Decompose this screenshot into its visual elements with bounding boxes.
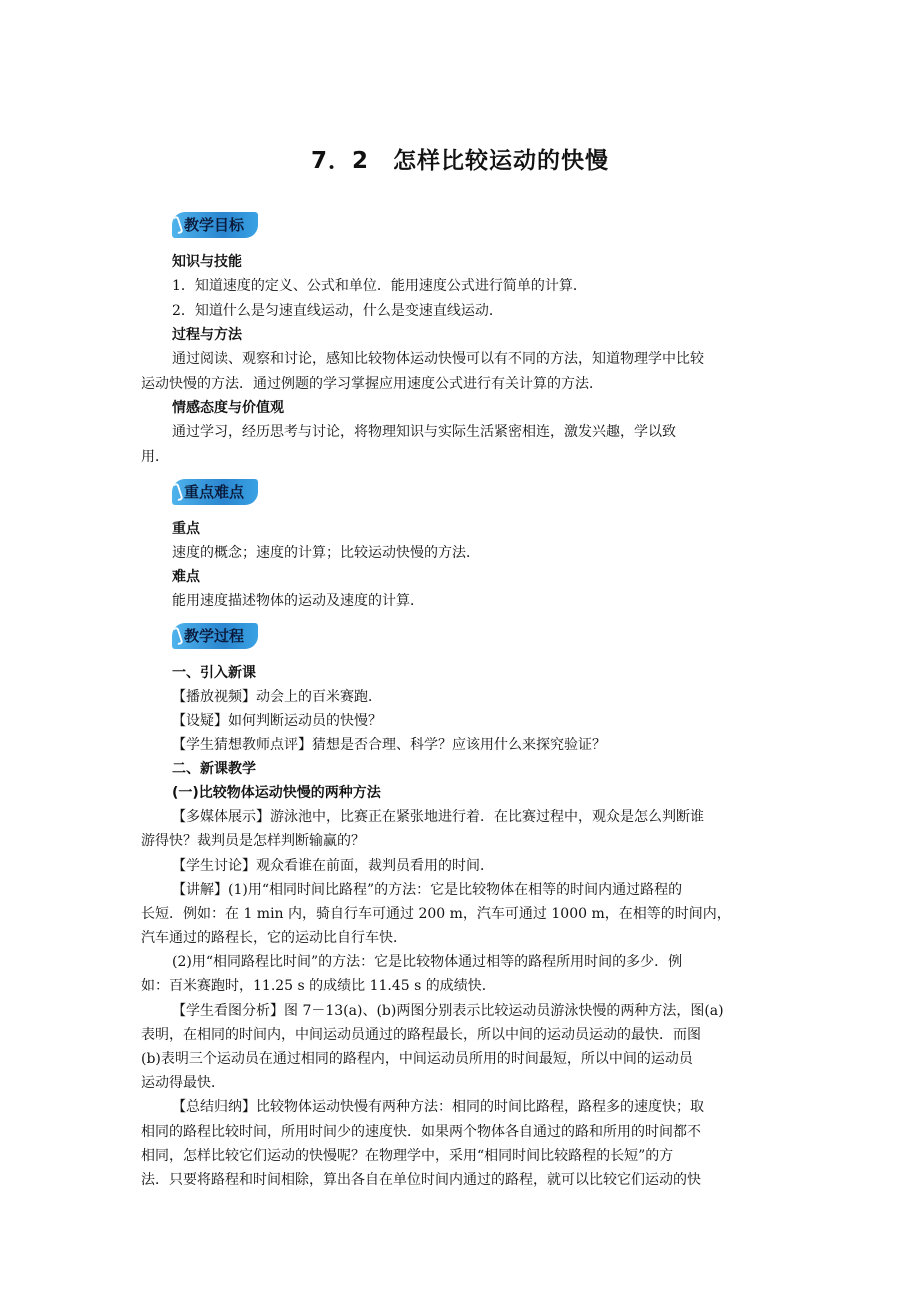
analysis-line: 【学生看图分析】图 7－13(a)、(b)两图分别表示比较运动员游泳快慢的两种方法，图(a) (172, 1003, 724, 1019)
badge-swirl-icon (172, 482, 184, 501)
section-badge-key-points (172, 479, 258, 505)
section-badge-label: 重点难点 (184, 483, 245, 501)
analysis-line: (b)表明三个运动员在通过相同的路程内，中间运动员所用的时间最短，所以中间的运动员 (141, 1051, 693, 1067)
intro-line: 【设疑】如何判断运动员的快慢？ (172, 713, 382, 729)
focus-text: 速度的概念；速度的计算；比较运动快慢的方法． (172, 545, 480, 561)
explanation-line: 汽车通过的路程长，它的运动比自行车快． (141, 930, 407, 946)
emotion-heading: 情感态度与价值观 (172, 400, 284, 416)
section-badge-label: 教学目标 (184, 216, 245, 234)
media-line: 【多媒体展示】游泳池中，比赛正在紧张地进行着．在比赛过程中，观众是怎么判断谁 (172, 809, 704, 825)
process-method-text-line: 运动快慢的方法．通过例题的学习掌握应用速度公式进行有关计算的方法． (141, 376, 603, 392)
media-line: 游得快？裁判员是怎样判断输赢的？ (141, 833, 365, 849)
new-lesson-heading: 二、新课教学 (172, 761, 256, 777)
knowledge-heading: 知识与技能 (172, 254, 242, 270)
badge-swirl-icon (172, 626, 184, 645)
discussion-line: 【学生讨论】观众看谁在前面，裁判员看用的时间． (172, 858, 494, 874)
explanation-line: (2)用“相同路程比时间”的方法：它是比较物体通过相等的路程所用时间的多少．例 (172, 954, 683, 970)
summary-line: 相同，怎样比较它们运动的快慢呢？在物理学中，采用“相同时间比较路程的长短”的方 (141, 1148, 674, 1164)
process-method-heading: 过程与方法 (172, 327, 242, 343)
intro-heading: 一、引入新课 (172, 665, 256, 681)
page-title: 7．2 怎样比较运动的快慢 (310, 148, 609, 174)
knowledge-item-2: 2．知道什么是匀速直线运动，什么是变速直线运动． (172, 303, 503, 319)
section-badge-label: 教学过程 (184, 627, 245, 645)
summary-line: 【总结归纳】比较物体运动快慢有两种方法：相同的时间比路程，路程多的速度快；取 (172, 1099, 704, 1115)
intro-line: 【播放视频】动会上的百米赛跑． (172, 689, 382, 705)
explanation-line: 长短．例如：在 1 min 内，骑自行车可通过 200 m，汽车可通过 1000 m，在相等的时间内， (141, 906, 731, 922)
badge-swirl-icon (172, 215, 184, 234)
intro-line: 【学生猜想教师点评】猜想是否合理、科学？应该用什么来探究验证？ (172, 737, 606, 753)
explanation-line: 【讲解】(1)用“相同时间比路程”的方法：它是比较物体在相等的时间内通过路程的 (172, 882, 683, 898)
focus-heading: 重点 (172, 521, 200, 537)
emotion-text-line: 通过学习，经历思考与讨论，将物理知识与实际生活紧密相连，激发兴趣，学以致 (172, 424, 676, 440)
emotion-text-line: 用． (141, 449, 169, 465)
sub-heading: (一)比较物体运动快慢的两种方法 (172, 785, 381, 801)
summary-line: 相同的路程比较时间，所用时间少的速度快．如果两个物体各自通过的路和所用的时间都不 (141, 1124, 701, 1140)
summary-line: 法．只要将路程和时间相除，算出各自在单位时间内通过的路程，就可以比较它们运动的快 (141, 1172, 701, 1188)
knowledge-item-1: 1．知道速度的定义、公式和单位．能用速度公式进行简单的计算． (172, 278, 587, 294)
difficulty-text: 能用速度描述物体的运动及速度的计算． (172, 593, 424, 609)
difficulty-heading: 难点 (172, 569, 200, 585)
analysis-line: 运动得最快． (141, 1075, 225, 1091)
explanation-line: 如：百米赛跑时，11.25 s 的成绩比 11.45 s 的成绩快． (141, 978, 496, 994)
process-method-text-line: 通过阅读、观察和讨论，感知比较物体运动快慢可以有不同的方法，知道物理学中比较 (172, 351, 704, 367)
section-badge-goals (172, 212, 258, 238)
analysis-line: 表明，在相同的时间内，中间运动员通过的路程最长，所以中间的运动员运动的最快．而图 (141, 1027, 701, 1043)
section-badge-process (172, 623, 258, 649)
